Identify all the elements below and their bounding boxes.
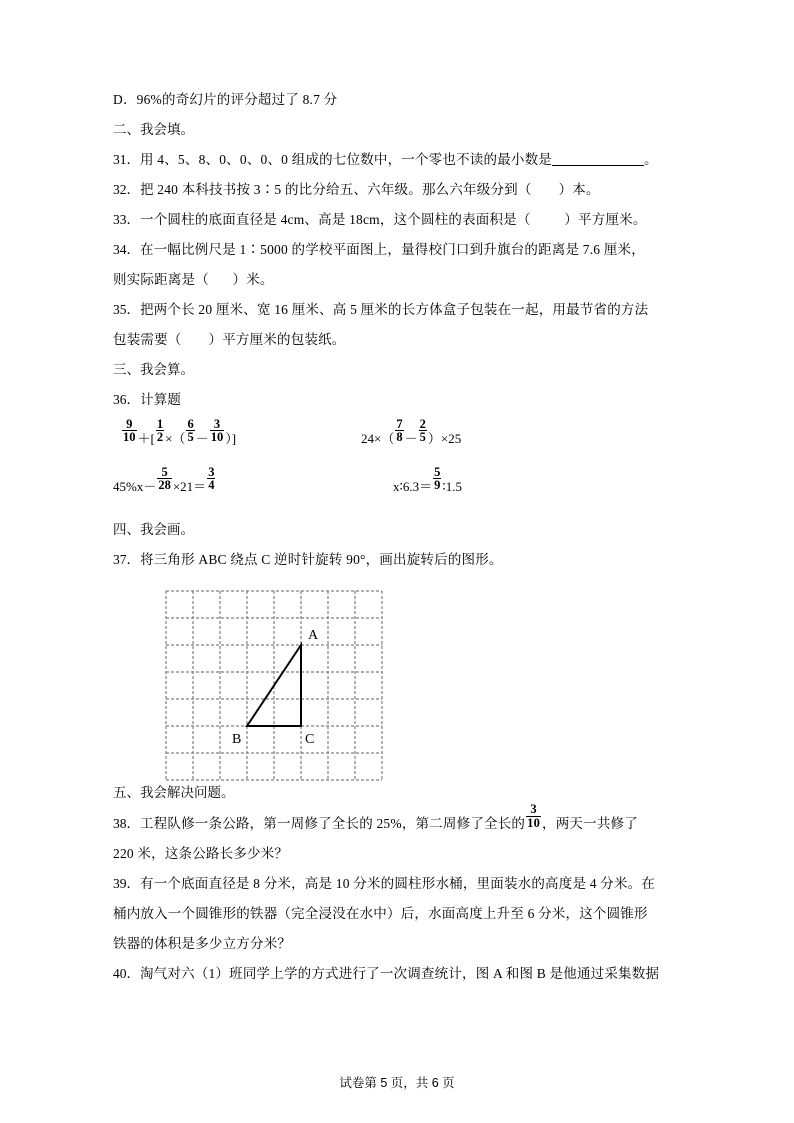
question-40-line-1 [113, 959, 685, 989]
question-35-number: 35． [113, 302, 140, 317]
question-34-line-2 [113, 265, 685, 295]
question-36-number: 36． [113, 392, 140, 407]
expression-3-mid: ×21＝ [172, 478, 207, 494]
section-heading-five: 五、我会解决问题。 [113, 785, 235, 800]
question-31-tail: 。 [644, 152, 658, 167]
fraction-numerator: 5 [161, 464, 168, 479]
question-34-text-1: 在一幅比例尺是 1∶5000 的学校平面图上，量得校门口到升旗台的距离是 7.6 厘米， [140, 242, 645, 257]
question-39-text-1: 有一个底面直径是 8 分米，高是 10 分米的圆柱形水桶，里面装水的高度是 4 分米。在 [140, 875, 656, 891]
expression-3 [113, 464, 216, 497]
vertex-label-b: B [232, 732, 242, 747]
fraction-denominator: 5 [187, 430, 194, 445]
fraction-denominator: 9 [434, 478, 441, 493]
question-35-line-1 [113, 295, 685, 325]
expression-1 [121, 416, 237, 449]
question-34-blank[interactable] [209, 272, 233, 287]
page-content [113, 85, 685, 989]
page-footer: 试卷第 5 页，共 6 页 [339, 1076, 455, 1090]
question-40-number: 40． [113, 965, 140, 981]
question-33 [113, 205, 685, 235]
question-38-line-2: 220 米，这条公路长多少米？ [113, 845, 289, 861]
expression-4 [393, 464, 463, 497]
question-34-line-1 [113, 235, 685, 265]
fraction-3-10-inline [526, 803, 541, 829]
section-heading-three: 三、我会算。 [113, 362, 194, 377]
fraction-denominator: 2 [156, 430, 164, 445]
option-d-line: D．96%的奇幻片的评分超过了 8.7 分 [113, 92, 338, 107]
question-31-number: 31． [113, 152, 140, 167]
expression-3-lead: 45%x－ [113, 478, 157, 494]
section-heading-two: 二、我会填。 [113, 122, 194, 137]
fraction-numerator: 3 [530, 802, 537, 816]
fraction-6-5 [186, 418, 194, 444]
fraction-denominator: 5 [419, 430, 426, 445]
question-39-line-2: 桶内放入一个圆锥形的铁器（完全浸没在水中）后，水面高度上升至 6 分米，这个圆锥形 [113, 905, 648, 921]
question-39-number: 39． [113, 875, 140, 891]
question-38-number: 38． [113, 815, 140, 831]
figure-37-wrapper [113, 583, 685, 778]
fraction-denominator: 4 [208, 478, 215, 493]
question-37-text: 将三角形 ABC 绕点 C 逆时针旋转 90°，画出旋转后的图形。 [140, 552, 503, 567]
question-38-line-1 [113, 802, 685, 839]
fraction-denominator: 10 [210, 430, 224, 445]
fraction-3-10 [210, 418, 225, 444]
question-32-text: 把 240 本科技书按 3∶5 的比分给五、六年级。那么六年级分到（ [140, 182, 532, 197]
rotation-grid-figure [158, 583, 388, 783]
question-37 [113, 545, 685, 575]
fraction-denominator: 10 [527, 815, 541, 830]
question-33-text: 一个圆柱的底面直径是 4cm、高是 18cm，这个圆柱的表面积是（ [140, 212, 531, 227]
question-38-text-2: ，两天一共修了 [542, 815, 638, 831]
fraction-numerator: 3 [208, 464, 215, 479]
question-38-text-1: 工程队修一条公路，第一周修了全长的 25%，第二周修了全长的 [140, 815, 526, 831]
question-33-tail: ）平方厘米。 [564, 212, 647, 227]
fraction-2-5 [419, 418, 427, 444]
question-34-number: 34． [113, 242, 140, 257]
fraction-5-28 [157, 466, 172, 492]
question-35-text-1: 把两个长 20 厘米、宽 16 厘米、高 5 厘米的长方体盒子包装在一起，用最节省的方法 [140, 302, 649, 317]
section-heading-four: 四、我会画。 [113, 522, 194, 537]
fraction-numerator: 7 [396, 416, 403, 431]
operator-plus-bracket: ＋[ [137, 430, 155, 446]
expression-4-tail: ∶1.5 [442, 478, 463, 494]
question-35-tail: ）平方厘米的包装纸。 [208, 332, 346, 347]
fraction-denominator: 8 [396, 430, 403, 445]
expression-2-lead: 24×（ [361, 430, 395, 446]
question-34-tail: ）米。 [232, 272, 274, 287]
question-33-blank[interactable] [531, 212, 565, 227]
operator-times-paren: ×（ [165, 430, 186, 446]
fraction-numerator: 1 [156, 416, 164, 431]
question-35-blank[interactable] [182, 332, 209, 347]
question-40-text-1: 淘气对六（1）班同学上学的方式进行了一次调查统计，图 A 和图 B 是他通过采集数据 [140, 965, 660, 981]
question-31 [113, 145, 685, 175]
fraction-1-2 [156, 418, 164, 444]
question-32 [113, 175, 685, 205]
expression-4-lead: x∶6.3＝ [393, 478, 433, 494]
fraction-denominator: 10 [123, 430, 136, 445]
question-39-line-3: 铁器的体积是多少立方分米？ [113, 935, 292, 951]
fraction-numerator: 3 [213, 416, 221, 431]
fraction-numerator: 6 [187, 416, 194, 431]
question-34-text-2: 则实际距离是（ [113, 272, 209, 287]
closing-brackets: ）] [225, 430, 237, 446]
vertex-label-a: A [308, 628, 319, 643]
fraction-3-4 [207, 466, 215, 492]
fraction-7-8 [395, 418, 403, 444]
fraction-9-10 [122, 418, 137, 444]
question-31-text: 用 4、5、8、0、0、0、0 组成的七位数中，一个零也不读的最小数是 [140, 152, 552, 167]
question-35-text-2: 包装需要（ [113, 332, 182, 347]
fraction-numerator: 5 [434, 464, 441, 479]
fraction-numerator: 9 [126, 416, 133, 431]
question-36 [113, 385, 685, 415]
vertex-label-c: C [305, 732, 315, 747]
question-35-line-2 [113, 325, 685, 355]
question-37-number: 37． [113, 552, 140, 567]
question-32-blank[interactable] [532, 182, 559, 197]
fraction-5-9 [433, 466, 441, 492]
expression-2 [361, 416, 462, 449]
question-39-line-1 [113, 869, 685, 899]
operator-minus: － [195, 430, 209, 446]
question-33-number: 33． [113, 212, 140, 227]
operator-minus: － [404, 430, 418, 446]
question-32-tail: ）本。 [558, 182, 600, 197]
fraction-numerator: 2 [419, 416, 426, 431]
calc-row-1 [113, 415, 685, 465]
expression-2-close: ）×25 [427, 430, 462, 446]
question-36-title: 计算题 [140, 392, 182, 407]
question-32-number: 32． [113, 182, 140, 197]
question-31-blank[interactable] [552, 153, 644, 166]
fraction-denominator: 28 [158, 478, 171, 493]
calc-row-2 [113, 465, 685, 515]
